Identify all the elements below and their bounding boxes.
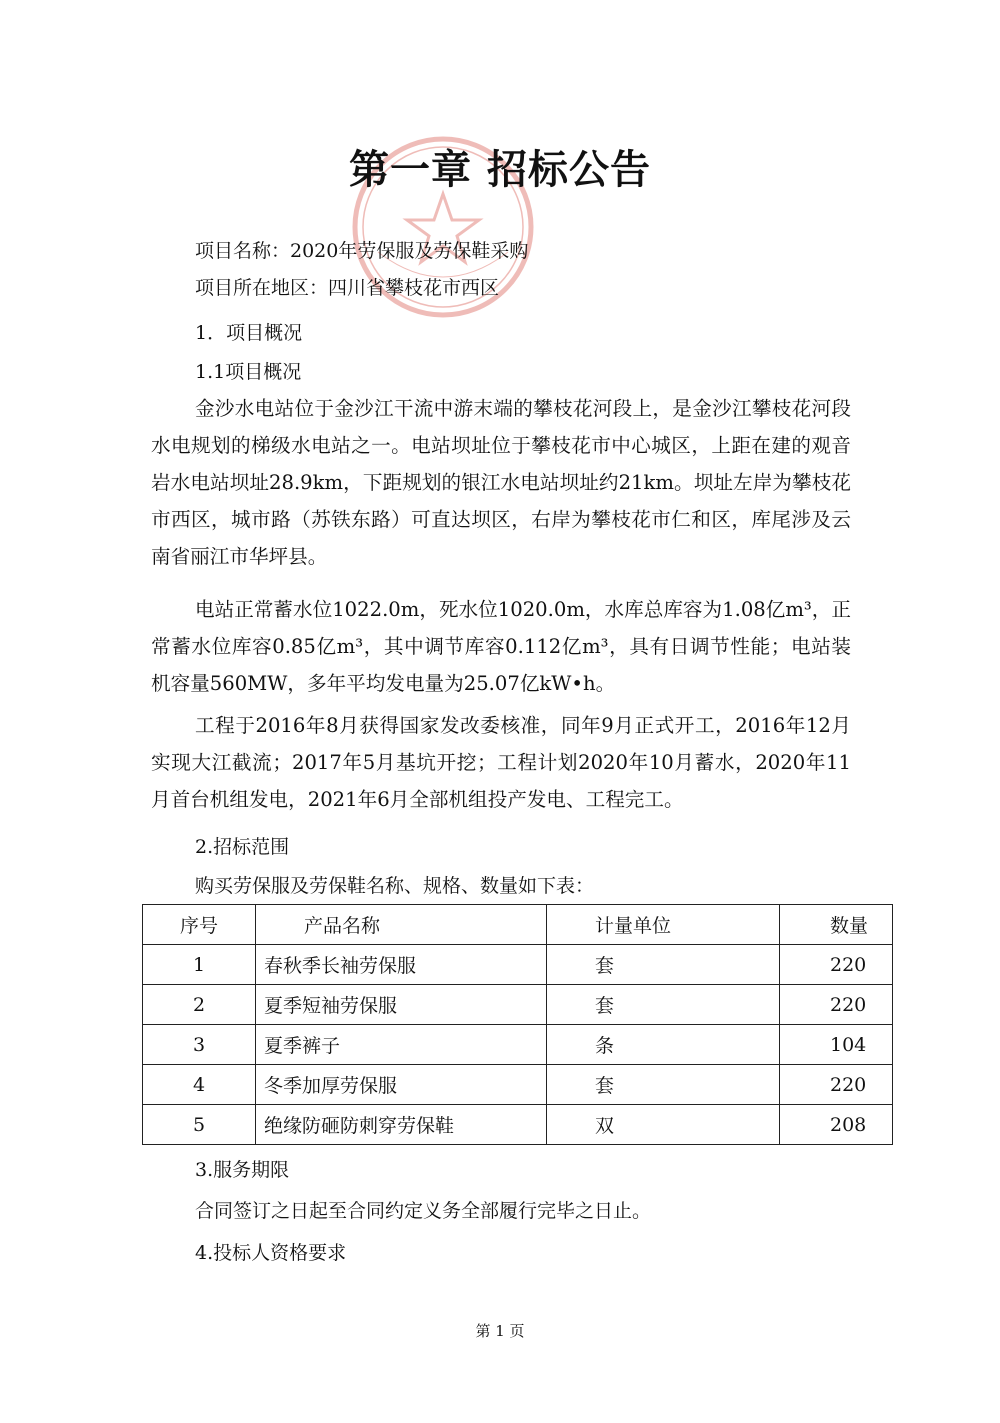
page-title: 第一章 招标公告 [349, 147, 651, 193]
table-cell: 3 [143, 1025, 256, 1065]
project-location: 项目所在地区：四川省攀枝花市西区 [195, 277, 500, 299]
table-cell: 1 [143, 945, 256, 985]
table-cell: 220 [780, 945, 893, 985]
project-name: 项目名称：2020年劳保服及劳保鞋采购 [195, 240, 529, 262]
procurement-table [142, 904, 893, 1145]
table-row [143, 1105, 893, 1145]
overview-paragraph-3: 工程于2016年8月获得国家发改委核准，同年9月正式开工，2016年12月实现大江截流；2017年5月基坑开挖；工程计划2020年10月蓄水，2020年11月首台机组发电，2021年6月全部机组投产发电、工程完工。 [151, 714, 851, 811]
table-cell: 双 [547, 1105, 780, 1145]
table-row [143, 1025, 893, 1065]
table-header-cell: 计量单位 [547, 905, 780, 945]
table-cell: 220 [780, 1065, 893, 1105]
section-3-heading: 3.服务期限 [195, 1159, 290, 1181]
table-cell: 208 [780, 1105, 893, 1145]
table-cell: 冬季加厚劳保服 [256, 1065, 547, 1105]
table-header-cell: 产品名称 [256, 905, 547, 945]
page-number: 第 1 页 [475, 1322, 525, 1340]
table-header-row [143, 905, 893, 945]
table-cell: 春秋季长袖劳保服 [256, 945, 547, 985]
table-cell: 5 [143, 1105, 256, 1145]
table-cell: 104 [780, 1025, 893, 1065]
overview-paragraph-2: 电站正常蓄水位1022.0m，死水位1020.0m，水库总库容为1.08亿m³，正常蓄水位库容0.85亿m³，其中调节库容0.112亿m³，具有日调节性能；电站装机容量560MW，多年平均发电量为25.07亿kW•h。 [151, 598, 851, 695]
table-row [143, 945, 893, 985]
overview-paragraph-1: 金沙水电站位于金沙江干流中游末端的攀枝花河段上，是金沙江攀枝花河段水电规划的梯级水电站之一。电站坝址位于攀枝花市中心城区，上距在建的观音岩水电站坝址28.9km，下距规划的银江水电站坝址约21km。坝址左岸为攀枝花市西区，城市路（苏铁东路）可直达坝区，右岸为攀枝花市仁和区，库尾涉及云南省丽江市华坪县。 [151, 397, 851, 568]
table-cell: 绝缘防砸防刺穿劳保鞋 [256, 1105, 547, 1145]
table-row [143, 985, 893, 1025]
table-cell: 夏季短袖劳保服 [256, 985, 547, 1025]
table-cell: 套 [547, 945, 780, 985]
table-header-cell: 数量 [780, 905, 893, 945]
table-row [143, 1065, 893, 1105]
table-cell: 条 [547, 1025, 780, 1065]
table-header-cell: 序号 [143, 905, 256, 945]
table-cell: 套 [547, 985, 780, 1025]
section-1-1-heading: 1.1项目概况 [195, 361, 302, 383]
table-cell: 220 [780, 985, 893, 1025]
section-2-heading: 2.招标范围 [195, 836, 290, 858]
table-cell: 2 [143, 985, 256, 1025]
section-4-heading: 4.投标人资格要求 [195, 1242, 347, 1264]
section-1-heading: 1．项目概况 [195, 322, 303, 344]
table-cell: 4 [143, 1065, 256, 1105]
table-cell: 夏季裤子 [256, 1025, 547, 1065]
section-3-text: 合同签订之日起至合同约定义务全部履行完毕之日止。 [195, 1200, 652, 1222]
table-cell: 套 [547, 1065, 780, 1105]
section-2-intro: 购买劳保服及劳保鞋名称、规格、数量如下表： [195, 875, 595, 897]
